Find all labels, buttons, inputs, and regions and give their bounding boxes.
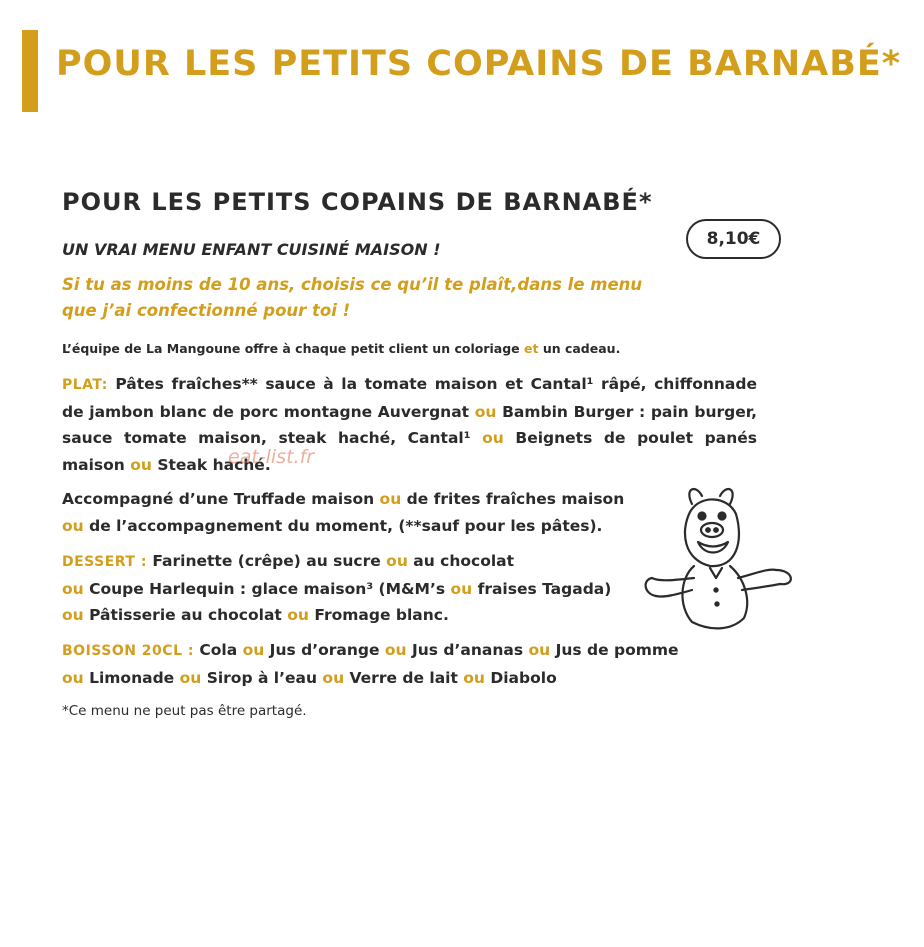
or-word: ou: [386, 552, 408, 570]
or-word: ou: [179, 668, 202, 687]
boisson-option-6: Sirop à l’eau: [206, 668, 318, 687]
offer-and: et: [524, 341, 539, 356]
header-accent-bar: [22, 30, 38, 112]
or-word: ou: [62, 668, 84, 687]
accompaniment-section: [62, 486, 682, 539]
watermark: eat-list.fr: [228, 446, 315, 468]
boisson-option-7: Verre de lait: [349, 668, 458, 687]
or-word: ou: [287, 606, 309, 624]
boisson-option-1: Cola: [199, 641, 238, 659]
menu-invite: Si tu as moins de 10 ans, choisis ce qu’il te plaît,dans le menu que j’ai confectionné pour toi !: [62, 275, 643, 320]
dessert-option-3: Coupe Harlequin : glace maison³ (M&M’s: [89, 579, 446, 598]
boisson-section: [62, 637, 762, 691]
pig-mascot-icon: [640, 482, 800, 632]
accomp-option-3: de l’accompagnement du moment, (**sauf pour les pâtes).: [89, 516, 603, 535]
boisson-label: BOISSON 20CL :: [62, 643, 194, 659]
offer-text-2: un cadeau.: [542, 341, 621, 356]
dessert-option-4: fraises Tagada): [477, 579, 612, 598]
page-title: POUR LES PETITS COPAINS DE BARNABÉ*: [56, 44, 902, 84]
boisson-option-2: Jus d’orange: [269, 641, 380, 659]
boisson-option-5: Limonade: [89, 668, 175, 687]
plat-option-2: Bambin Burger : pain burger, sauce tomate maison, steak haché, Cantal¹: [62, 402, 757, 447]
or-word: ou: [384, 641, 407, 659]
plat-section: [62, 371, 757, 478]
menu-subtitle: UN VRAI MENU ENFANT CUISINÉ MAISON !: [62, 240, 441, 259]
or-word: ou: [62, 516, 84, 535]
or-word: ou: [450, 579, 473, 598]
or-word: ou: [379, 490, 402, 508]
price-badge: 8,10€: [686, 219, 781, 259]
or-word: ou: [463, 668, 485, 687]
boisson-option-4: Jus de pomme: [555, 641, 679, 659]
or-word: ou: [474, 402, 497, 421]
dessert-label: DESSERT :: [62, 554, 147, 570]
accomp-option-2: de frites fraîches maison: [406, 490, 625, 508]
accomp-option-1: Accompagné d’une Truffade maison: [62, 490, 375, 508]
dessert-option-2: au chocolat: [413, 552, 515, 570]
dessert-option-5: Pâtisserie au chocolat: [89, 606, 282, 624]
offer-text-1: L’équipe de La Mangoune offre à chaque petit client un coloriage: [62, 341, 520, 356]
or-word: ou: [242, 641, 265, 659]
or-word: ou: [130, 455, 152, 474]
plat-option-4: Steak haché.: [157, 455, 271, 474]
plat-option-3: Beignets de poulet panés maison: [62, 429, 757, 474]
menu-offer: [62, 341, 620, 356]
plat-option-1: Pâtes fraîches** sauce à la tomate maison et Cantal¹ râpé, chiffonnade de jambon blanc de porc montagne Auvergnat: [62, 375, 757, 421]
dessert-section: [62, 548, 652, 629]
or-word: ou: [482, 429, 504, 447]
or-word: ou: [322, 668, 345, 687]
boisson-option-8: Diabolo: [490, 668, 557, 687]
or-word: ou: [62, 579, 84, 598]
dessert-option-6: Fromage blanc.: [314, 606, 449, 624]
boisson-option-3: Jus d’ananas: [411, 641, 524, 659]
plat-label: PLAT:: [62, 377, 108, 393]
or-word: ou: [62, 606, 84, 624]
footnote: *Ce menu ne peut pas être partagé.: [62, 703, 307, 719]
or-word: ou: [528, 641, 551, 659]
dessert-option-1: Farinette (crêpe) au sucre: [152, 552, 381, 570]
menu-title: POUR LES PETITS COPAINS DE BARNABÉ*: [62, 188, 653, 216]
